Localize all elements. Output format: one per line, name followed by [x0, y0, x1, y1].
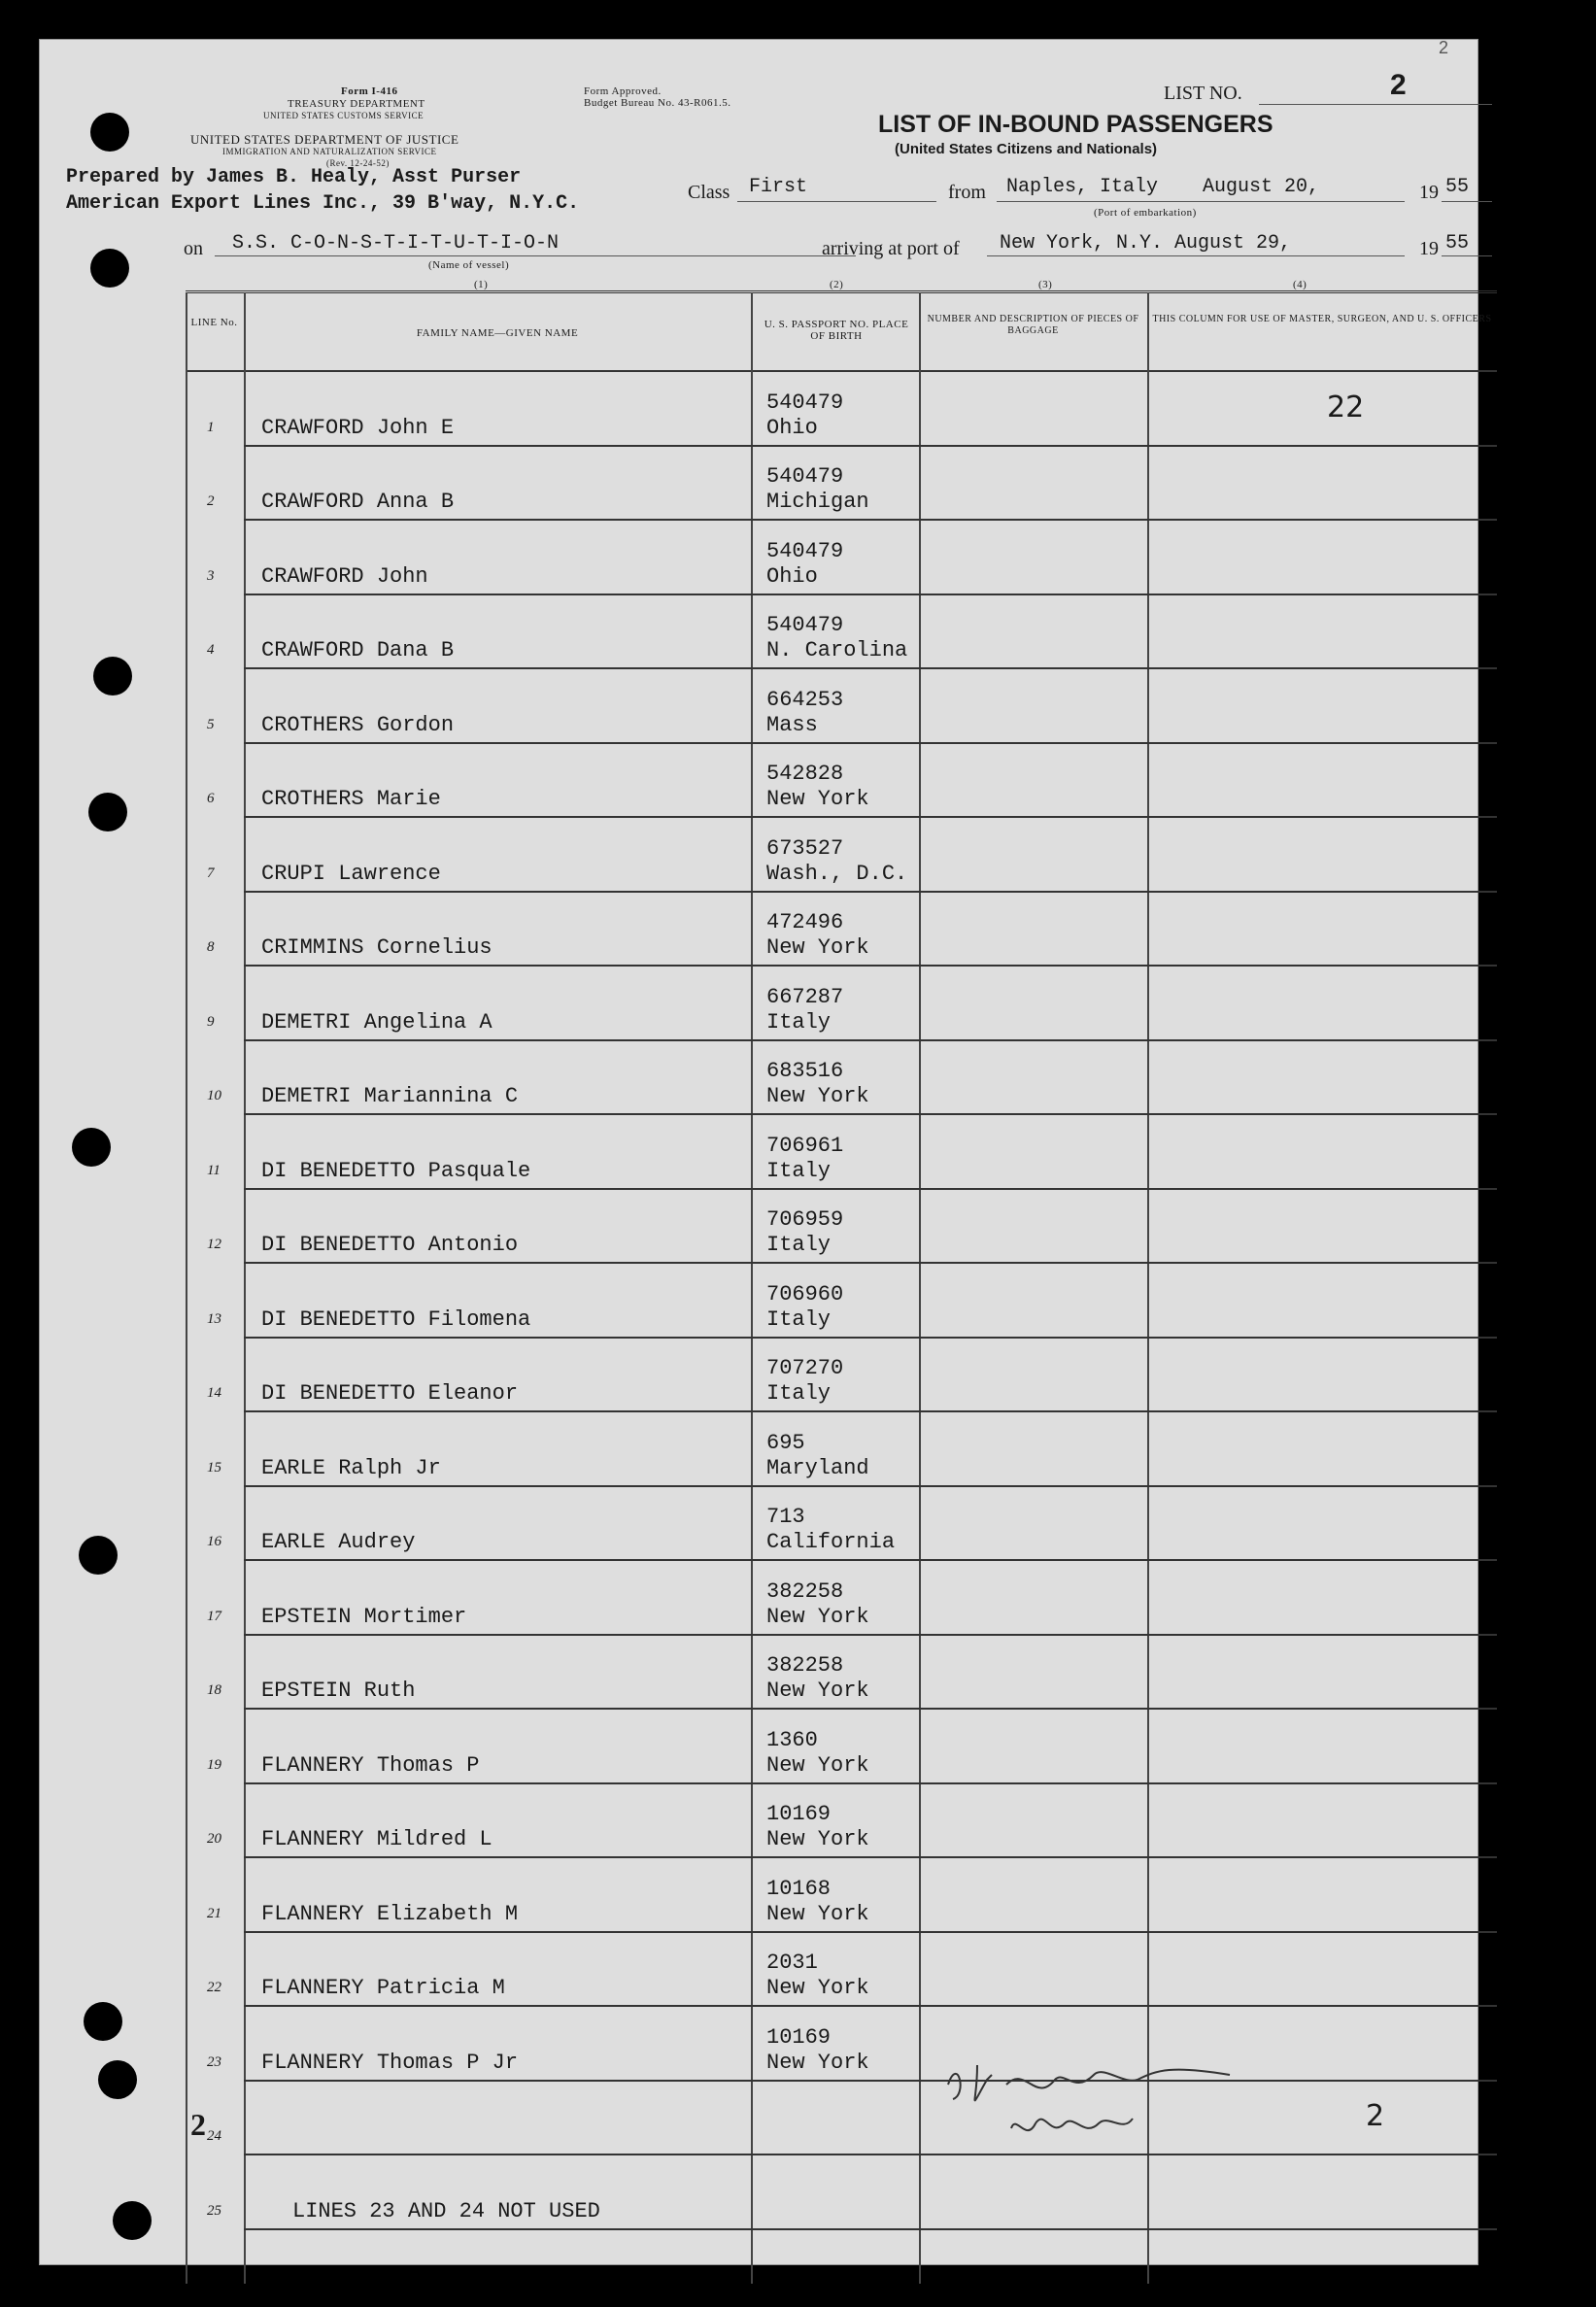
row-line-number: 8: [207, 939, 215, 955]
row-rule: [244, 2005, 1497, 2007]
row-birthplace: Italy: [766, 1381, 832, 1406]
row-line-number: 18: [207, 1682, 221, 1698]
row-line-number: 21: [207, 1905, 221, 1921]
row-birthplace: New York: [766, 935, 869, 960]
prepared-by: Prepared by James B. Healy, Asst Purser: [66, 166, 522, 188]
row-passport: 10169: [766, 2024, 832, 2050]
col-divider-officers: [1147, 292, 1149, 2284]
row-passport: 695: [766, 1430, 805, 1455]
page-title: LIST OF IN-BOUND PASSENGERS: [878, 111, 1273, 138]
row-rule: [244, 1559, 1497, 1561]
row-birthplace: California: [766, 1530, 896, 1554]
row-passport: 667287: [766, 984, 844, 1009]
row-name: DEMETRI Mariannina C: [261, 1084, 519, 1108]
row-rule: [244, 1188, 1497, 1190]
col-divider-name: [244, 292, 246, 2284]
row-line-number: 11: [207, 1162, 221, 1178]
row-rule: [244, 1931, 1497, 1933]
port-embarkation-caption: (Port of embarkation): [1094, 207, 1197, 219]
col-num-1: (1): [474, 279, 489, 290]
page-subtitle: (United States Citizens and Nationals): [895, 141, 1158, 157]
row-line-number: 24: [207, 2128, 221, 2144]
arrive-year-line: [1442, 255, 1492, 256]
punch-hole: [113, 2201, 152, 2240]
row-name: DEMETRI Angelina A: [261, 1009, 492, 1035]
table-header-rule: [186, 370, 1497, 372]
row-rule: [244, 1856, 1497, 1858]
row-line-number: 14: [207, 1385, 221, 1401]
row-passport: 472496: [766, 910, 844, 934]
col-header-line-no: LINE No.: [190, 317, 238, 328]
row-birthplace: New York: [766, 1752, 869, 1778]
row-rule: [244, 667, 1497, 669]
list-no-label: LIST NO.: [1164, 83, 1242, 104]
row-line-number: 4: [207, 642, 215, 658]
row-line-number: 20: [207, 1831, 221, 1847]
row-passport: 10169: [766, 1802, 832, 1826]
row-birthplace: New York: [766, 787, 869, 811]
row-name: FLANNERY Thomas P: [261, 1752, 480, 1778]
arrive-year: 55: [1445, 232, 1470, 254]
arriving-label: arriving at port of: [822, 238, 960, 259]
row-rule: [244, 2080, 1497, 2082]
row-name: CRAWFORD Dana B: [261, 638, 455, 662]
row-rule: [244, 519, 1497, 521]
row-birthplace: Italy: [766, 1233, 832, 1257]
row-birthplace: New York: [766, 1604, 869, 1629]
row-passport: 706960: [766, 1281, 844, 1306]
punch-hole: [93, 657, 132, 695]
row-name: EPSTEIN Mortimer: [261, 1604, 467, 1629]
row-rule: [244, 1113, 1497, 1115]
col-num-4: (4): [1293, 279, 1307, 290]
col-divider-baggage: [919, 292, 921, 2284]
row-birthplace: New York: [766, 1901, 869, 1926]
row-rule: [244, 445, 1497, 447]
row-line-number: 9: [207, 1013, 215, 1030]
row-passport: 707270: [766, 1356, 844, 1380]
row-line-number: 15: [207, 1459, 221, 1476]
vessel-caption: (Name of vessel): [428, 259, 510, 271]
row-rule: [244, 1262, 1497, 1264]
punch-hole: [90, 113, 129, 152]
row-birthplace: N. Carolina: [766, 638, 908, 662]
customs-label: UNITED STATES CUSTOMS SERVICE: [263, 111, 424, 120]
row-line-number: 6: [207, 791, 215, 806]
row-rule: [244, 816, 1497, 818]
revision-label: (Rev. 12-24-52): [326, 158, 390, 168]
row-passport: 673527: [766, 835, 844, 861]
form-number: Form I-416: [341, 85, 398, 97]
class-line: [737, 201, 936, 202]
col-header-baggage: NUMBER AND DESCRIPTION OF PIECES OF BAGGAGE: [927, 314, 1139, 336]
manifest-page: [39, 38, 1492, 2265]
row-name: CRAWFORD Anna B: [261, 490, 455, 514]
row-line-number: 23: [207, 2053, 221, 2070]
row-officer-note: 22: [1327, 390, 1365, 424]
from-year: 55: [1445, 176, 1470, 198]
col-divider-line: [186, 292, 187, 2284]
row-name: DI BENEDETTO Antonio: [261, 1233, 519, 1257]
row-name: FLANNERY Mildred L: [261, 1827, 492, 1851]
col-header-passport: U. S. PASSPORT NO. PLACE OF BIRTH: [764, 319, 909, 342]
row-rule: [244, 1634, 1497, 1636]
from-port: Naples, Italy: [1006, 176, 1159, 198]
row-passport: 542828: [766, 762, 844, 786]
row-passport: 664253: [766, 687, 844, 712]
row-name: LINES 23 AND 24 NOT USED: [292, 2198, 600, 2223]
from-year-prefix: 19: [1419, 182, 1439, 203]
row-name: EPSTEIN Ruth: [261, 1679, 416, 1703]
row-rule: [244, 594, 1497, 595]
row-line-number: 19: [207, 1756, 221, 1773]
row-name: DI BENEDETTO Filomena: [261, 1306, 531, 1332]
row-line-number: 3: [207, 567, 215, 584]
row-name: CROTHERS Gordon: [261, 712, 455, 737]
class-value: First: [749, 176, 808, 198]
row-line-number: 17: [207, 1608, 221, 1624]
from-label: from: [948, 182, 986, 203]
row-passport: 1360: [766, 1727, 818, 1752]
arrive-year-prefix: 19: [1419, 238, 1439, 259]
class-label: Class: [688, 182, 730, 203]
row-rule: [244, 2228, 1497, 2230]
row-passport: 713: [766, 1505, 805, 1529]
punch-hole: [79, 1536, 118, 1575]
form-approved: Form Approved.: [584, 85, 662, 97]
row-passport: 683516: [766, 1059, 844, 1083]
row-rule: [244, 742, 1497, 744]
row-name: CRAWFORD John: [261, 563, 428, 589]
row-name: FLANNERY Elizabeth M: [261, 1901, 519, 1926]
row-passport: 540479: [766, 538, 844, 563]
col-num-2: (2): [830, 279, 844, 290]
row-rule: [244, 1039, 1497, 1041]
row-birthplace: New York: [766, 1976, 869, 2000]
company-line: American Export Lines Inc., 39 B'way, N.Y.C.: [66, 192, 580, 215]
row-line-number: 7: [207, 865, 215, 881]
row-line-number: 25: [207, 2202, 221, 2219]
arriving-line: [987, 255, 1405, 256]
punch-hole: [98, 2060, 137, 2099]
row-line-number: 5: [207, 716, 215, 732]
row-passport: 540479: [766, 390, 844, 415]
punch-hole: [72, 1128, 111, 1167]
row-line-number: 1: [207, 419, 215, 435]
row-birthplace: New York: [766, 1084, 869, 1108]
row-passport: 2031: [766, 1951, 818, 1975]
row-line-number: 16: [207, 1534, 221, 1549]
vessel-line: [215, 255, 856, 256]
row-birthplace: New York: [766, 1827, 869, 1851]
list-no-line: [1259, 104, 1492, 105]
row-rule: [244, 891, 1497, 893]
row-line-number: 10: [207, 1088, 221, 1103]
row-line-number: 13: [207, 1310, 221, 1327]
row-passport: 706959: [766, 1207, 844, 1232]
col-header-officers: THIS COLUMN FOR USE OF MASTER, SURGEON, AND U. S. OFFICERS: [1152, 314, 1492, 324]
row-birthplace: Maryland: [766, 1455, 869, 1480]
immigration-label: IMMIGRATION AND NATURALIZATION SERVICE: [222, 147, 437, 156]
row-birthplace: Italy: [766, 1158, 832, 1183]
row-passport: 382258: [766, 1578, 844, 1604]
col-num-3: (3): [1038, 279, 1053, 290]
row-passport: 382258: [766, 1653, 844, 1678]
row-line-number: 22: [207, 1980, 221, 1995]
row-name: FLANNERY Patricia M: [261, 1976, 505, 2000]
row-name: CROTHERS Marie: [261, 787, 441, 811]
row-birthplace: New York: [766, 2050, 869, 2075]
row-rule: [244, 1708, 1497, 1710]
row-rule: [244, 1485, 1497, 1487]
justice-label: UNITED STATES DEPARTMENT OF JUSTICE: [190, 132, 459, 147]
col-header-name: FAMILY NAME—GIVEN NAME: [416, 327, 579, 339]
row-name: DI BENEDETTO Pasquale: [261, 1158, 531, 1183]
row-passport: 10168: [766, 1876, 832, 1901]
row-rule: [244, 2154, 1497, 2155]
row-birthplace: Michigan: [766, 490, 869, 514]
on-label: on: [184, 238, 203, 259]
row-birthplace: Mass: [766, 712, 818, 737]
corner-mark: 2: [1439, 38, 1449, 57]
row-rule: [244, 1410, 1497, 1412]
row-rule: [244, 1782, 1497, 1784]
row-passport: 540479: [766, 613, 844, 637]
row-line-number: 12: [207, 1237, 221, 1252]
from-date: August 20,: [1203, 176, 1320, 198]
budget-bureau: Budget Bureau No. 43-R061.5.: [584, 97, 731, 109]
list-no-value: 2: [1390, 69, 1407, 101]
punch-hole: [84, 2002, 122, 2041]
row-name: FLANNERY Thomas P Jr: [261, 2050, 519, 2075]
from-line: [997, 201, 1405, 202]
row-name: CRUPI Lawrence: [261, 861, 441, 886]
row-birthplace: New York: [766, 1679, 869, 1703]
row-birthplace: Italy: [766, 1306, 832, 1332]
arriving-port: New York, N.Y. August 29,: [1000, 232, 1292, 254]
row-name: EARLE Audrey: [261, 1530, 416, 1554]
row-birthplace: Ohio: [766, 415, 818, 440]
row-passport: 540479: [766, 464, 844, 489]
row-name: CRAWFORD John E: [261, 415, 455, 440]
vessel-name: S.S. C-O-N-S-T-I-T-U-T-I-O-N: [232, 232, 560, 254]
row-birthplace: Ohio: [766, 563, 818, 589]
margin-mark: 2: [190, 2107, 206, 2142]
row-line-number: 2: [207, 493, 215, 509]
treasury-label: TREASURY DEPARTMENT: [288, 98, 425, 110]
from-year-line: [1442, 201, 1492, 202]
row-name: EARLE Ralph Jr: [261, 1455, 441, 1480]
row-name: CRIMMINS Cornelius: [261, 935, 492, 960]
row-rule: [244, 1337, 1497, 1339]
row-name: DI BENEDETTO Eleanor: [261, 1381, 519, 1406]
col-divider-passport: [751, 292, 753, 2284]
row-officer-note: 2: [1366, 2099, 1385, 2133]
punch-hole: [90, 249, 129, 288]
signature-scribble: [938, 2046, 1249, 2153]
row-birthplace: Wash., D.C.: [766, 861, 908, 886]
row-birthplace: Italy: [766, 1009, 832, 1035]
table-top-border: [186, 290, 1497, 293]
row-passport: 706961: [766, 1133, 844, 1158]
row-rule: [244, 965, 1497, 967]
punch-hole: [88, 793, 127, 831]
